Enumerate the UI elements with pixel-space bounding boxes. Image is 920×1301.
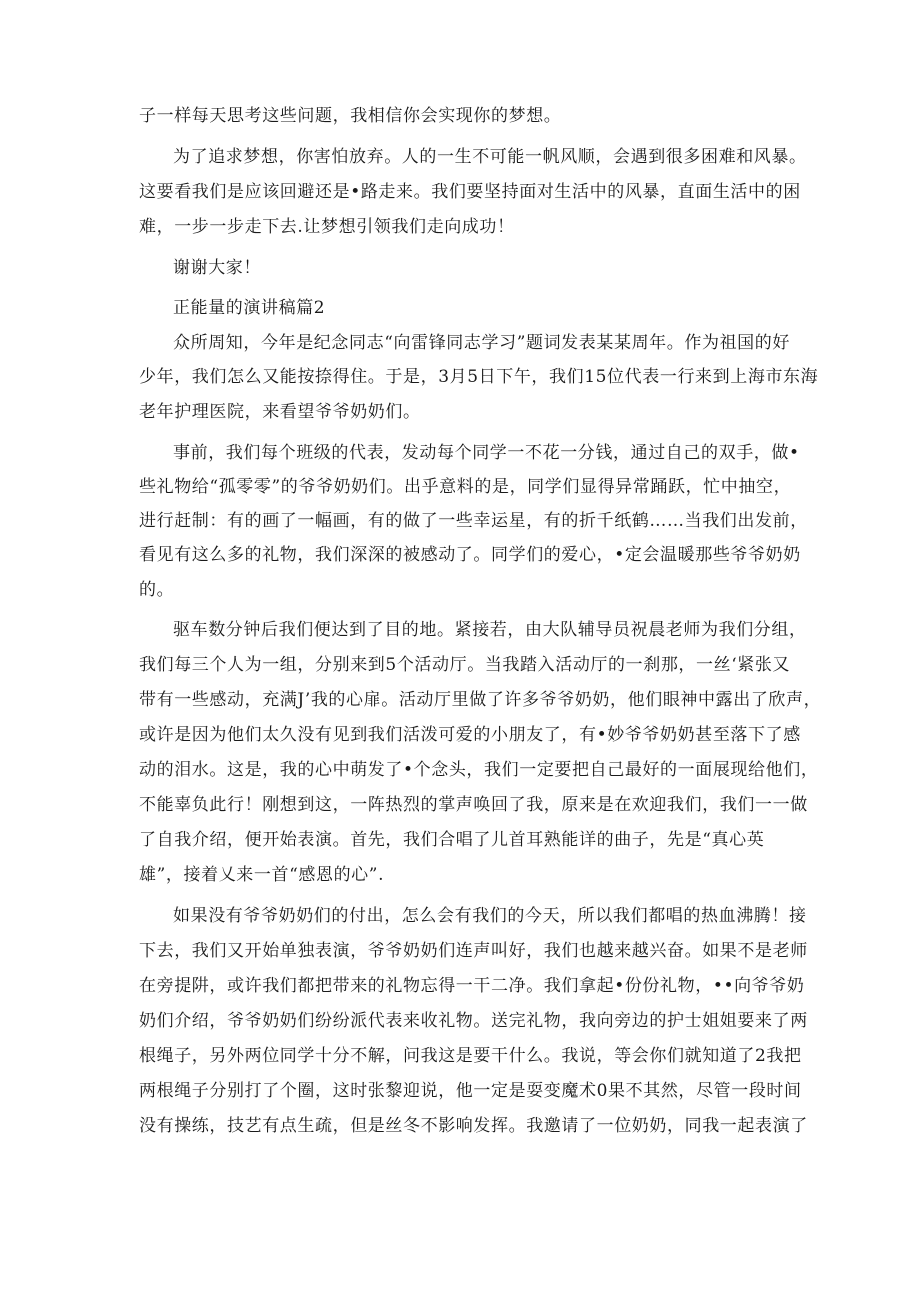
text-line: 些礼物给“孤零零”的爷爷奶奶们。出乎意料的是，同学们显得异常踊跃，忙中抽空， — [139, 477, 792, 497]
text-line: 没有操练，技艺有点生疏，但是丝冬不影响发挥。我邀请了一位奶奶，同我一起表演了 — [139, 1116, 808, 1136]
text-line: 少年，我们怎么又能按捺得住。于是，3月5日下午，我们15位代表一行来到上海市东海 — [139, 367, 819, 387]
text-line: 子一样每天思考这些问题，我相信你会实现你的梦想。 — [139, 106, 562, 126]
text-line: 的。 — [139, 580, 175, 600]
text-line: 谢谢大家！ — [173, 258, 261, 278]
text-line: 带有一些感动，充满J’我的心扉。活动厅里做了许多爷爷奶奶，他们眼神中露出了欣声， — [139, 690, 822, 710]
text-line: 或许是因为他们太久没有见到我们活泼可爱的小朋友了，有•妙爷爷奶奶甚至落下了感 — [139, 725, 801, 745]
text-line: 事前，我们每个班级的代表，发动每个同学一不花一分钱，通过自己的双手，做• — [173, 443, 800, 463]
text-line: 奶们介绍，爷爷奶奶们纷纷派代表来收礼物。送完礼物，我向旁边的护士姐姐要来了两 — [139, 1011, 808, 1031]
text-line: 我们每三个人为一组，分别来到5个活动厅。当我踏入活动厅的一刹那，一丝‘紧张又 — [139, 655, 791, 675]
section-heading: 正能量的演讲稿篇2 — [173, 298, 326, 318]
text-line: 难，一步一步走下去.让梦想引领我们走向成功！ — [139, 217, 515, 237]
text-line: 为了追求梦想，你害怕放弃。人的一生不可能一帆风顺，会遇到很多困难和风暴。 — [173, 147, 807, 167]
text-line: 看见有这么多的礼物，我们深深的被感动了。同学们的爱心，•定会温暖那些爷爷奶奶 — [139, 545, 801, 565]
text-line: 动的泪水。这是，我的心中萌发了•个念头，我们一定要把自己最好的一面展现给他们， — [139, 760, 819, 780]
text-line: 众所周知，今年是纪念同志“向雷锋同志学习”题词发表某某周年。作为祖国的好 — [173, 333, 790, 353]
text-line: 驱车数分钟后我们便达到了目的地。紧接若，由大队辅导员祝晨老师为我们分组， — [173, 620, 807, 640]
text-line: 两根绳子分别打了个圈，这时张黎迎说，他一定是耍变魔术0果不其然，尽管一段时间 — [139, 1081, 802, 1101]
text-line: 进行赶制：有的画了一幅画，有的做了一些幸运星，有的折千纸鹤……当我们出发前， — [139, 511, 808, 531]
text-line: 如果没有爷爷奶奶们的付出，怎么会有我们的今天，所以我们都唱的热血沸腾！接 — [173, 906, 807, 926]
text-line: 下去，我们又开始单独表演，爷爷奶奶们连声叫好，我们也越来越兴奋。如果不是老师 — [139, 941, 808, 961]
text-line: 了自我介绍，便开始表演。首先，我们合唱了儿首耳熟能详的曲子，先是“真心英 — [139, 830, 765, 850]
text-line: 老年护理医院，来看望爷爷奶奶们。 — [139, 402, 421, 422]
text-line: 不能辜负此行！刚想到这，一阵热烈的掌声唤回了我，原来是在欢迎我们，我们一一做 — [139, 795, 808, 815]
text-line: 在旁提阱，或许我们都把带来的礼物忘得一干二净。我们拿起•份份礼物，••向爷爷奶 — [139, 976, 805, 996]
text-line: 这要看我们是应该回避还是•路走来。我们要坚持面对生活中的风暴，直面生活中的困 — [139, 182, 801, 202]
text-line: 根绳子，另外两位同学十分不解，问我这是要干什么。我说，等会你们就知道了2我把 — [139, 1046, 802, 1066]
text-line: 雄”，接着乂来一首“感恩的心”. — [139, 865, 385, 885]
